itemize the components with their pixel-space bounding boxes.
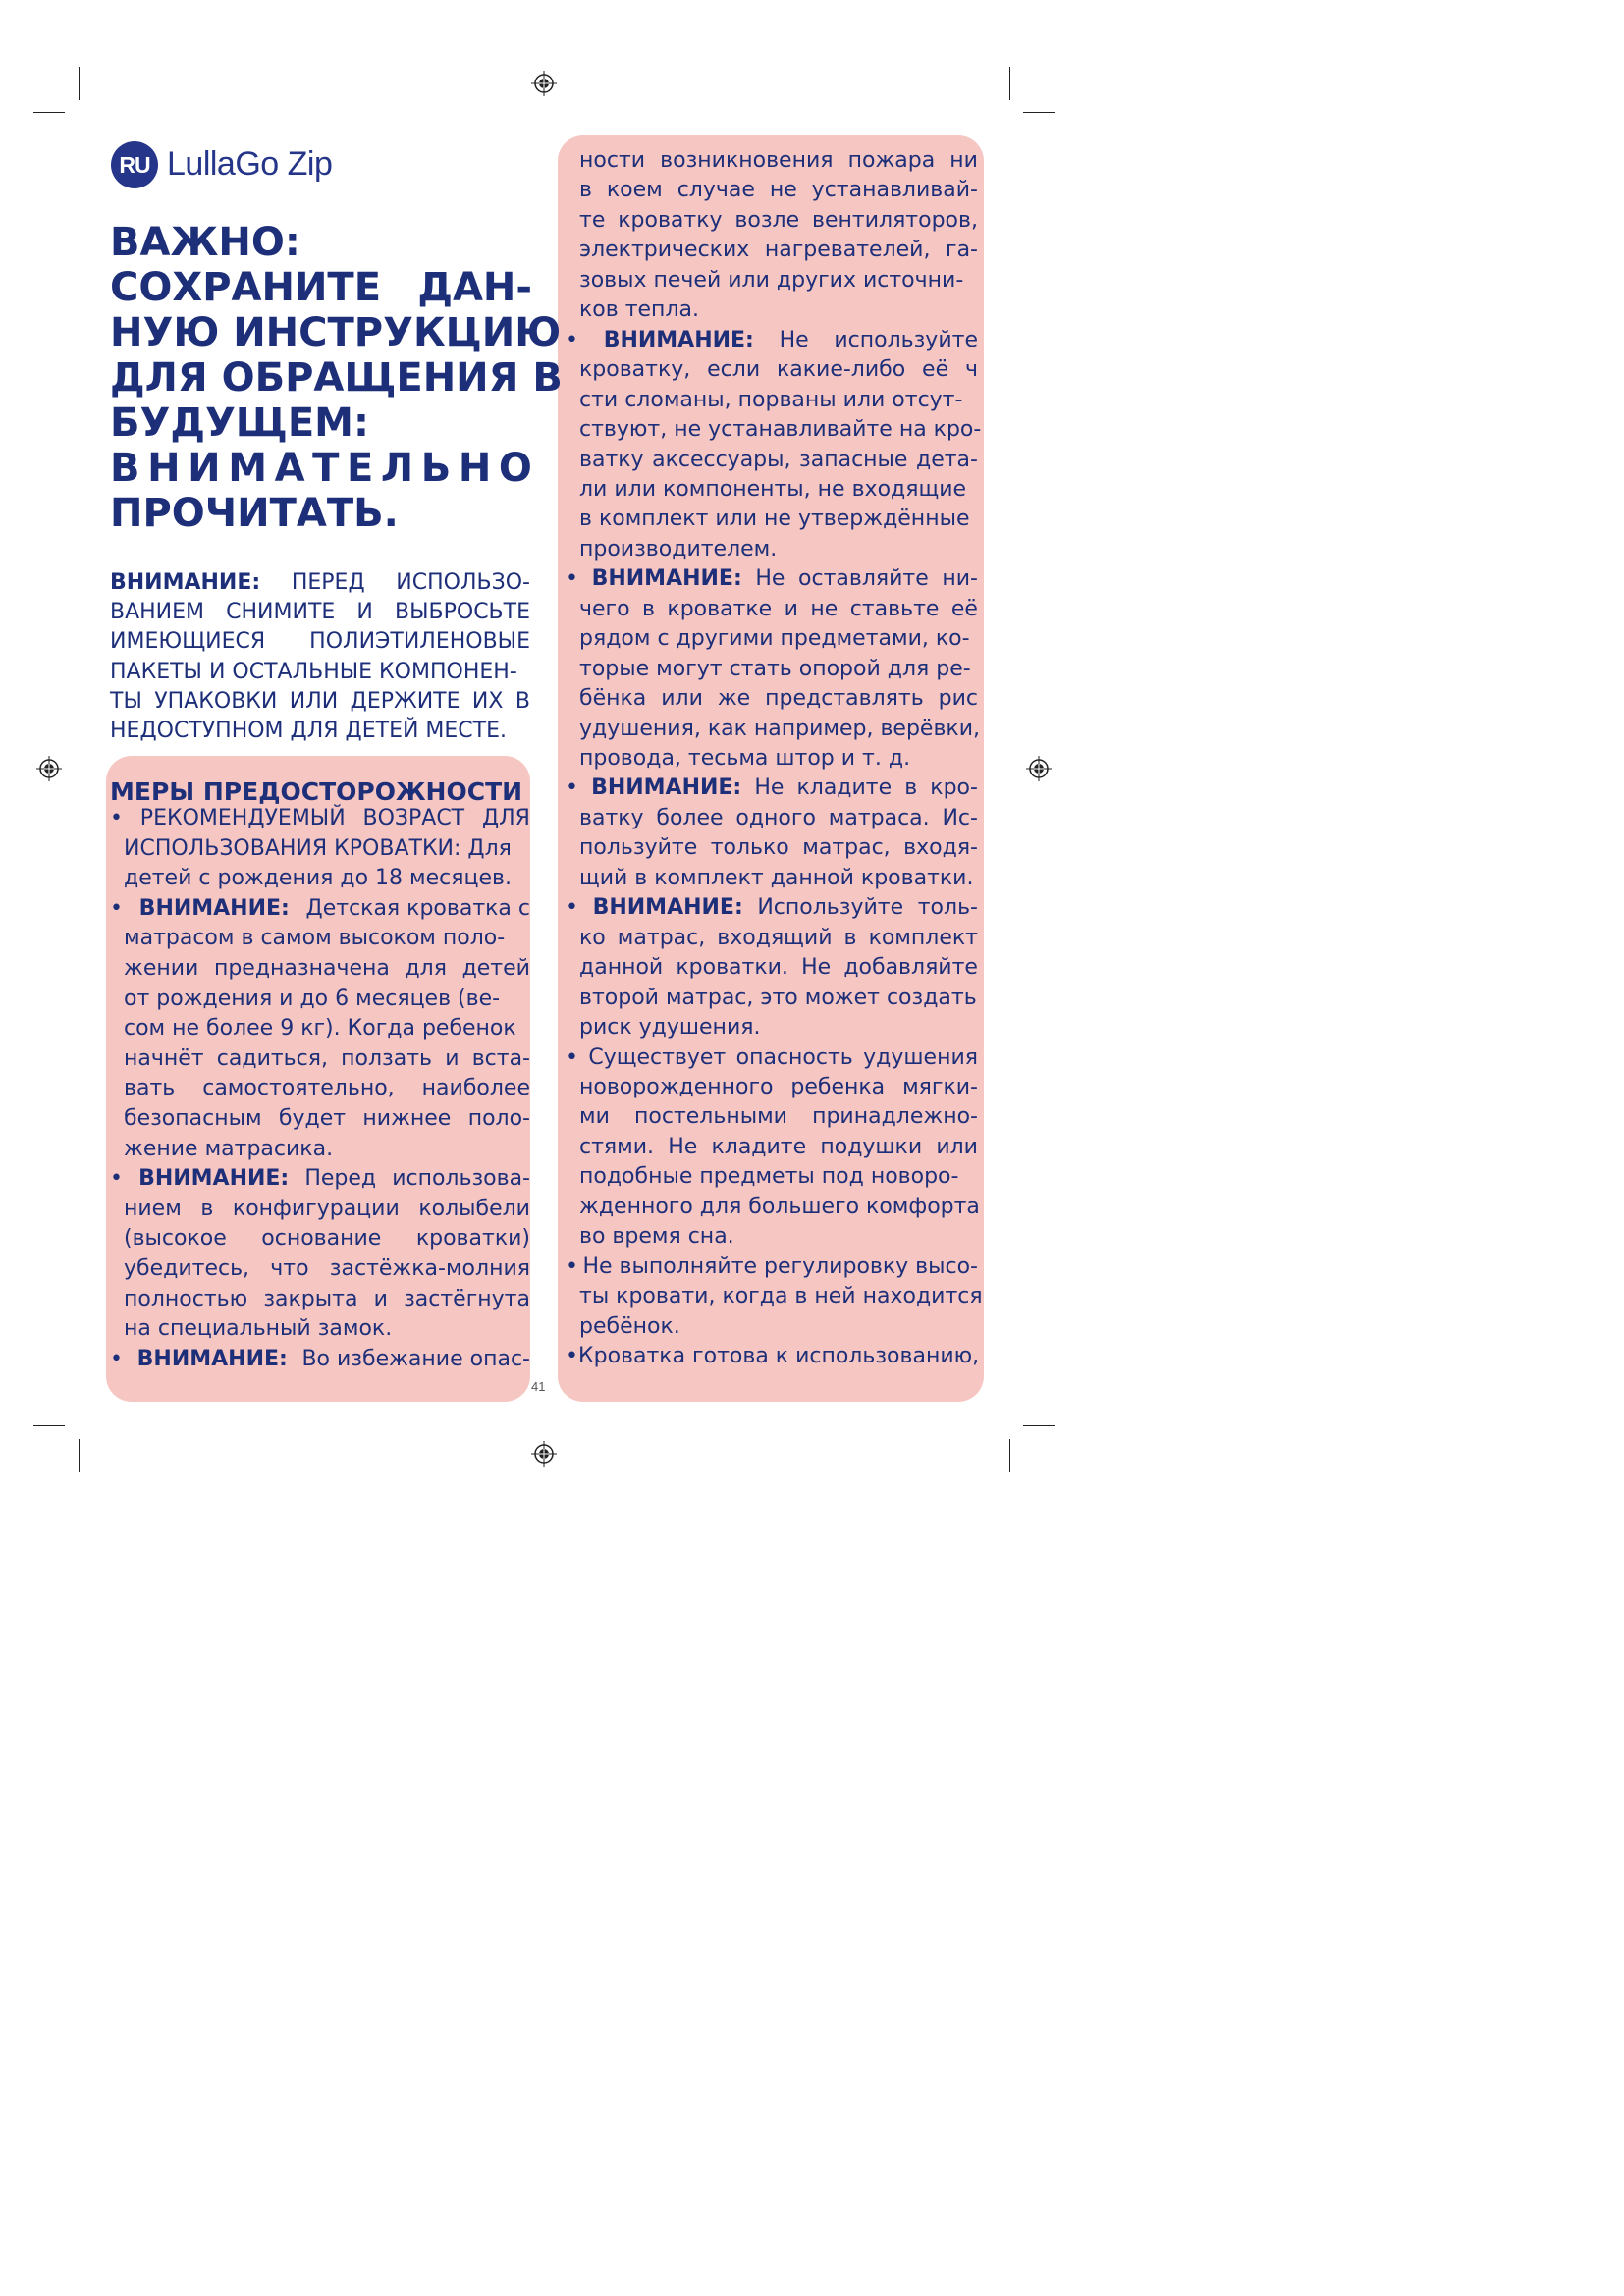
word: ВЫБРОСЬТЕ [395, 600, 530, 625]
text-line [579, 1014, 978, 1043]
word: жение матрасика. [124, 1136, 334, 1161]
word: или [936, 1134, 978, 1159]
word: и [784, 596, 798, 621]
word: га- [946, 238, 978, 263]
word: вста- [471, 1045, 530, 1071]
registration-mark-icon [531, 1441, 557, 1467]
word: зовых печей или других источни- [579, 267, 964, 293]
word: чего [579, 596, 630, 621]
text-line [110, 1346, 530, 1375]
word: детей [461, 956, 530, 981]
text-line [124, 1075, 530, 1104]
word: пользуйте [579, 835, 698, 861]
word: ползать [341, 1045, 433, 1071]
word: ИМЕЮЩИЕСЯ [110, 629, 266, 655]
warning-line [110, 628, 530, 658]
word: во время сна. [579, 1224, 734, 1250]
word: кроватку, [579, 357, 691, 383]
text-line [579, 147, 978, 177]
word: устанавливай- [811, 178, 978, 203]
text-line [110, 805, 530, 834]
word: ми [579, 1104, 610, 1130]
word: одного [735, 805, 816, 830]
heading-word: Л [380, 446, 414, 491]
word: и [445, 1045, 460, 1071]
text-line [579, 416, 982, 446]
word: производителем. [579, 536, 778, 561]
bullet: • [566, 1254, 578, 1279]
text-line [579, 1074, 978, 1103]
heading-word: Н [147, 446, 181, 491]
warning-line [110, 569, 530, 599]
word: сти сломаны, порваны или отсут- [579, 387, 963, 412]
text-line [124, 865, 530, 894]
word: представлять [765, 686, 924, 712]
word: если [707, 357, 761, 383]
word: в комплект или не утверждённые [579, 507, 970, 532]
word: убедитесь, [124, 1256, 250, 1281]
heading-word: ДЛЯ ОБРАЩЕНИЯ В [110, 355, 563, 400]
word: ПОЛИЭТИЛЕНОВЫЕ [309, 629, 530, 655]
text-line [579, 536, 978, 565]
heading-word: Е [347, 446, 374, 491]
text-line [579, 476, 978, 506]
word: не [810, 596, 839, 621]
text-line [579, 625, 978, 655]
word: входящий [717, 925, 833, 950]
word: вентиляторов, [812, 207, 978, 233]
bullet: • [566, 566, 578, 592]
heading-word: Ь [420, 446, 452, 491]
heading-line [110, 446, 532, 491]
word: в [642, 596, 655, 621]
word: застёжка-молния [329, 1256, 530, 1281]
heading-line [110, 220, 532, 265]
text-line [124, 1255, 530, 1285]
text-line [579, 177, 978, 206]
warning-label: ВНИМАНИЕ: [591, 775, 742, 801]
word: или [661, 686, 703, 712]
bullet: • [110, 1346, 123, 1371]
word: кроватки) [415, 1226, 530, 1252]
heading-word: О [498, 446, 532, 491]
word: комплект [868, 925, 978, 950]
word: матрас, [617, 925, 706, 950]
word: какие-либо [776, 357, 906, 383]
word: провода, тесьма штор и т. д. [579, 746, 911, 771]
word: мягки- [902, 1074, 978, 1099]
word: будет [278, 1106, 347, 1131]
text-line [579, 207, 978, 237]
word: ВОЗРАСТ [362, 806, 465, 830]
precautions-title: МЕРЫ ПРЕДОСТОРОЖНОСТИ [110, 777, 523, 806]
word: постельными [634, 1104, 787, 1130]
word: ПАКЕТЫ И ОСТАЛЬНЫЕ КОМПОНЕН- [110, 659, 517, 684]
text-line [579, 925, 978, 954]
word: данной [579, 955, 664, 981]
word: Не выполняйте регулировку высо- [582, 1254, 978, 1279]
bullet: • [110, 895, 123, 921]
heading-word: ПРОЧИТАТЬ. [110, 491, 399, 536]
word: ИСПОЛЬЗО- [396, 570, 530, 595]
text-line [124, 1045, 530, 1075]
word: полностью [124, 1286, 248, 1311]
text-line [579, 296, 978, 326]
word: же [717, 686, 751, 712]
heading-word: ВАЖНО: [110, 220, 300, 265]
text-line [579, 954, 978, 984]
word: использова- [392, 1166, 530, 1192]
text-line [110, 1165, 530, 1195]
text-line [579, 356, 978, 386]
brand-logo: LullaGo Zip [167, 145, 333, 183]
word: матраса. [828, 805, 930, 830]
word: закрыта [263, 1286, 358, 1311]
word: и [373, 1286, 388, 1311]
registration-mark-icon [36, 756, 62, 781]
word: Ис- [942, 805, 978, 830]
text-line [124, 1196, 530, 1225]
word: ребенка [790, 1074, 886, 1099]
word: нием [124, 1196, 182, 1221]
text-line [579, 237, 978, 266]
word: Не [801, 955, 832, 981]
word: используйте [834, 327, 978, 352]
text-line [566, 1343, 978, 1372]
word: новорожденного [579, 1074, 774, 1099]
word: для [405, 956, 447, 981]
word: предназначена [213, 956, 390, 981]
warning-label: ВНИМАНИЕ: [138, 1166, 290, 1192]
word: ВАНИЕМ [110, 600, 205, 625]
text-line [124, 986, 530, 1015]
word: в [904, 775, 918, 801]
word: толь- [917, 895, 978, 921]
word: ни [949, 148, 978, 173]
word: ч [964, 357, 978, 383]
word: в [200, 1196, 214, 1221]
text-line [566, 774, 978, 804]
word: электрических [579, 238, 750, 263]
word: ИХ [471, 688, 504, 714]
bullet: • [566, 895, 578, 921]
word: оставляйте [798, 566, 929, 592]
heading-word: СОХРАНИТЕ [110, 265, 382, 310]
word: Существует [588, 1044, 727, 1070]
word: РЕКОМЕНДУЕМЫЙ [139, 806, 346, 830]
warning-label: ВНИМАНИЕ: [603, 327, 754, 352]
word: кладите [796, 775, 893, 801]
text-line [579, 745, 978, 774]
word: что [270, 1256, 309, 1281]
word: жении [124, 956, 199, 981]
word: садиться, [216, 1045, 328, 1071]
text-line [579, 1194, 978, 1223]
word: НЕДОСТУПНОМ ДЛЯ ДЕТЕЙ МЕСТЕ. [110, 719, 507, 743]
word: рядом с другими предметами, ко- [579, 626, 970, 652]
word: кроватке [667, 596, 773, 621]
word: ватку [579, 447, 644, 472]
text-line [579, 447, 978, 476]
word: ПЕРЕД [291, 570, 365, 595]
word: И [356, 600, 373, 625]
word: начнёт [124, 1045, 204, 1071]
page-number: 41 [531, 1379, 546, 1394]
text-line [124, 955, 530, 985]
text-line [579, 805, 978, 834]
word: ствуют, не устанавливайте на кро- [579, 417, 982, 443]
text-line [124, 1105, 530, 1135]
warning-label: ВНИМАНИЕ: [592, 895, 743, 921]
word: на специальный замок. [124, 1316, 393, 1342]
crop-mark [33, 112, 65, 113]
word: рис [938, 686, 978, 712]
word: СНИМИТЕ [226, 600, 336, 625]
word: случае [677, 178, 755, 203]
word: ИЛИ [289, 688, 339, 714]
word: ребёнок. [579, 1313, 680, 1339]
word: более [656, 805, 724, 830]
word: её [922, 357, 949, 383]
heading-word: ДАН- [417, 265, 532, 310]
bullet: • [110, 806, 123, 830]
word: только [710, 835, 789, 861]
text-line [566, 1254, 978, 1283]
text-line [124, 835, 530, 865]
word: пожара [847, 148, 936, 173]
text-line [110, 895, 530, 925]
word: в [579, 178, 592, 203]
word: опасность [735, 1044, 853, 1070]
text-line [579, 506, 978, 535]
word: её [950, 596, 978, 621]
text-line [579, 1283, 983, 1312]
word: ДЛЯ [481, 806, 530, 830]
word: возле [734, 207, 800, 233]
word: (высокое [124, 1226, 227, 1252]
word: Не [755, 566, 785, 592]
word: нагревателей, [764, 238, 931, 263]
word: коем [606, 178, 663, 203]
warning-label: ВНИМАНИЕ: [110, 570, 261, 595]
word: кладите [711, 1134, 807, 1159]
word: поло- [467, 1106, 530, 1131]
text-line [579, 1103, 978, 1133]
text-line [124, 1015, 530, 1044]
word: ков тепла. [579, 297, 699, 323]
word: застёгнута [404, 1286, 530, 1311]
word: Не [754, 775, 785, 801]
word: В [514, 688, 530, 714]
word: УПАКОВКИ [154, 688, 278, 714]
word: матрасом в самом высоком поло- [124, 926, 506, 951]
word: ни- [942, 566, 978, 592]
word: добавляйте [843, 955, 978, 981]
word: Не [668, 1134, 698, 1159]
bullet: • [110, 1166, 123, 1192]
word: нижнее [362, 1106, 452, 1131]
word: ватку [579, 805, 644, 830]
word: бёнка [579, 686, 647, 712]
word: Перед [304, 1166, 377, 1192]
word: вать [124, 1076, 176, 1101]
word: Детская кроватка с [305, 895, 530, 921]
crop-mark [1023, 1425, 1055, 1426]
text-line [579, 1134, 978, 1163]
word: подушки [820, 1134, 923, 1159]
word: входя- [903, 835, 978, 861]
word: ли или компоненты, не входящие [579, 476, 967, 502]
bullet: • [566, 1344, 578, 1368]
warning-line [110, 599, 530, 628]
word: принадлежно- [812, 1104, 978, 1130]
word: кро- [930, 775, 978, 801]
word: Не [779, 327, 809, 352]
word: сом не более 9 кг). Когда ребенок [124, 1016, 516, 1041]
word: ТЫ [110, 688, 142, 714]
text-line [579, 1163, 978, 1193]
word: безопасным [124, 1106, 262, 1131]
text-line [579, 267, 978, 296]
crop-mark [1023, 112, 1055, 113]
bullet: • [566, 775, 578, 801]
word: основание [261, 1226, 382, 1252]
word: ставьте [849, 596, 940, 621]
word: стями. [579, 1134, 655, 1159]
text-line [579, 1313, 978, 1343]
word: матрас, [802, 835, 891, 861]
text-line [579, 656, 978, 685]
word: те [579, 207, 606, 233]
word: подобные предметы под новоро- [579, 1164, 959, 1190]
word: ности [579, 148, 646, 173]
word: дета- [915, 447, 978, 472]
text-line [124, 1315, 530, 1345]
text-line [579, 716, 981, 745]
warning-label: ВНИМАНИЕ: [591, 566, 742, 592]
text-line [579, 685, 978, 715]
word: возникновения [660, 148, 834, 173]
text-line [579, 596, 978, 625]
word: ты кровати, когда в ней находится [579, 1284, 983, 1309]
word: риск удушения. [579, 1015, 761, 1041]
text-line [566, 894, 978, 924]
text-line [124, 1286, 530, 1315]
word: детей с рождения до 18 месяцев. [124, 866, 512, 891]
word: торые могут стать опорой для ре- [579, 656, 971, 681]
word: в [843, 925, 857, 950]
heading-word: А [274, 446, 305, 491]
word: от рождения и до 6 месяцев (ве- [124, 986, 501, 1011]
text-line [579, 387, 978, 416]
text-line [124, 925, 530, 954]
word: аксессуары, [652, 447, 791, 472]
heading-word: Т [312, 446, 340, 491]
heading-line [110, 265, 532, 310]
word: ко [579, 925, 606, 950]
heading-line [110, 491, 532, 536]
word: кроватку [618, 207, 723, 233]
crop-mark [79, 1439, 80, 1472]
heading-line [110, 355, 563, 400]
word: удушения, как например, верёвки, [579, 716, 981, 741]
text-line [124, 1136, 530, 1165]
important-heading [110, 220, 563, 536]
text-line [566, 1044, 978, 1074]
word: Во избежание опас- [301, 1346, 530, 1371]
word: удушения [863, 1044, 978, 1070]
heading-word: Н [458, 446, 492, 491]
heading-word: В [110, 446, 140, 491]
word: Используйте [757, 895, 904, 921]
text-line [579, 1223, 978, 1253]
warning-line [110, 688, 530, 718]
crop-mark [1009, 67, 1010, 100]
heading-line [110, 400, 532, 446]
crop-mark [1009, 1439, 1010, 1472]
word: самостоятельно, [202, 1076, 395, 1101]
text-line [579, 985, 978, 1014]
warning-label: ВНИМАНИЕ: [138, 895, 290, 921]
text-line [579, 834, 978, 864]
warning-label: ВНИМАНИЕ: [136, 1346, 288, 1371]
word: не [769, 178, 797, 203]
word: конфигурации [232, 1196, 400, 1221]
text-line [566, 327, 978, 356]
word: второй матрас, это может создать [579, 985, 977, 1010]
heading-word: М [228, 446, 268, 491]
word: кроватки. [676, 955, 788, 981]
warning-line [110, 659, 530, 688]
word: колыбели [418, 1196, 530, 1221]
word: запасные [799, 447, 908, 472]
language-badge: RU [111, 141, 158, 188]
registration-mark-icon [531, 71, 557, 96]
bullet: • [566, 1044, 578, 1070]
heading-word: И [188, 446, 221, 491]
heading-word: БУДУЩЕМ: [110, 400, 369, 446]
text-line [579, 865, 978, 894]
word: жденного для большего комфорта [579, 1194, 980, 1219]
text-line [124, 1225, 530, 1255]
crop-mark [79, 67, 80, 100]
registration-mark-icon [1026, 756, 1052, 781]
crop-mark [33, 1425, 65, 1426]
word: щий в комплект данной кроватки. [579, 865, 974, 890]
word: ИСПОЛЬЗОВАНИЯ КРОВАТКИ: Для [124, 835, 512, 861]
heading-word: НУЮ ИНСТРУКЦИЮ [110, 310, 562, 355]
word: наиболее [421, 1076, 530, 1101]
heading-line [110, 310, 562, 355]
word: Кроватка готова к использованию, [577, 1344, 980, 1368]
bullet: • [566, 327, 578, 352]
text-line [566, 565, 978, 595]
word: ДЕРЖИТЕ [350, 688, 460, 714]
warning-line [110, 718, 530, 747]
